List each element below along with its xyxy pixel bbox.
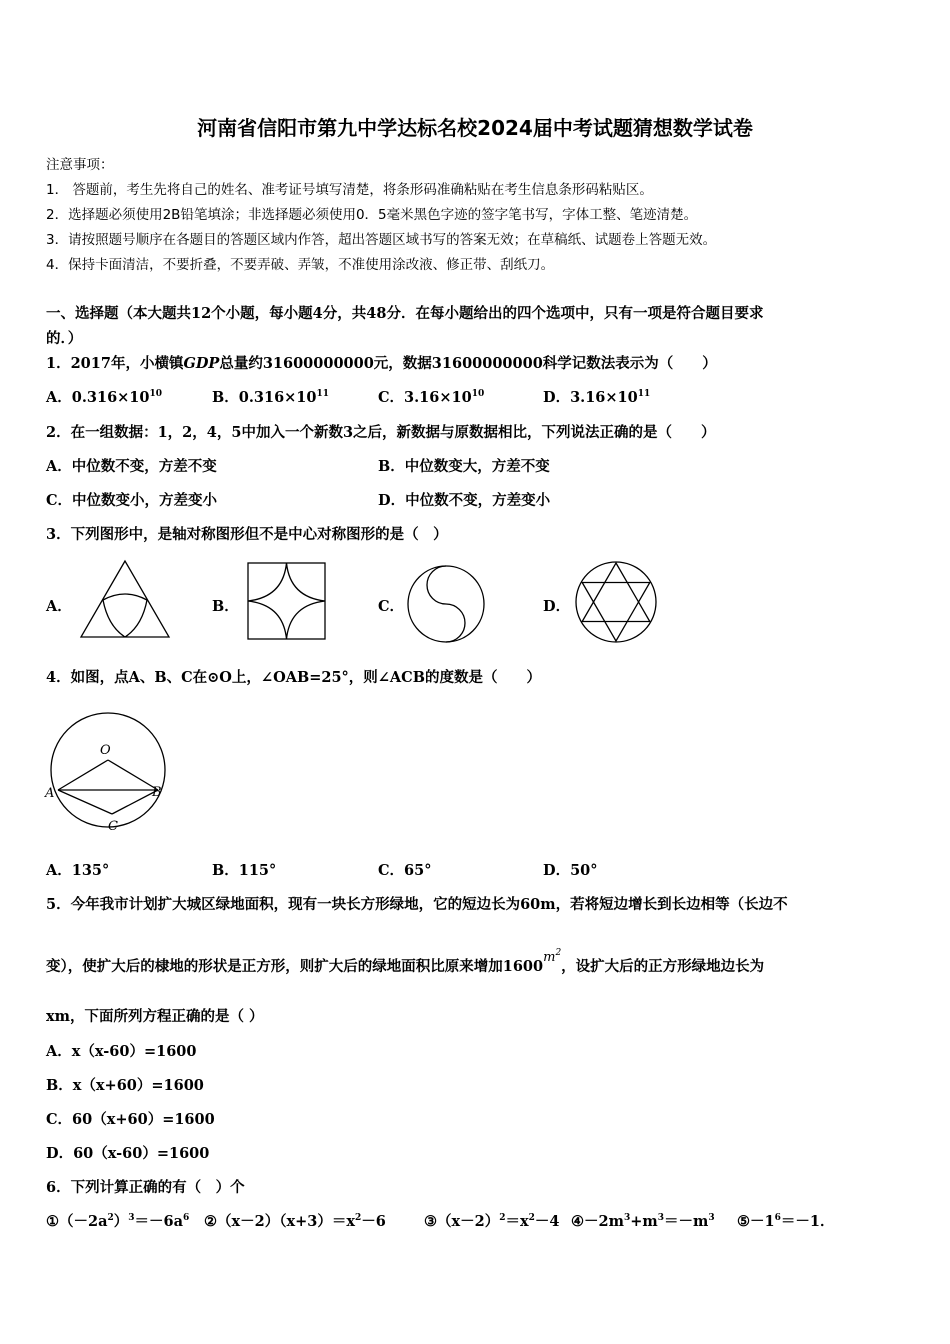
q6-expression-1[interactable]: $①(-2a^2)^3=-6a^6$ [46,1213,190,1230]
q1-option-a[interactable]: A．$0.316\times 10^{10}$ [46,389,163,406]
page-title: 河南省信阳市第九中学达标名校2024届中考试题猜想数学试卷 [197,116,753,140]
q3-stem: 3．下列图形中，是轴对称图形但不是中心对称图形的是（ ） [46,526,448,543]
q4-option-c[interactable]: C．65° [378,862,432,879]
q4-stem: 4．如图，点A、B、C在⊙O上，∠OAB=25°，则∠ACB的度数是（ ） [46,669,541,686]
q5-option-d[interactable]: D．60（x-60）=1600 [46,1145,210,1162]
point-a-label: A [45,786,55,801]
q3-option-b[interactable]: B． [212,598,239,615]
note-item: 1． 答题前，考生先将自己的姓名、准考证号填写清楚，将条形码准确粘贴在考生信息条形码粘贴区。 [46,182,653,198]
q4-option-a[interactable]: A．135° [46,862,110,879]
q3-figure-b [246,561,328,641]
notes-heading: 注意事项： [46,157,114,173]
q5-option-c[interactable]: C．60（x+60）=1600 [46,1111,215,1128]
q2-option-c[interactable]: C．中位数变小，方差变小 [46,492,218,509]
q6-expression-5[interactable]: $⑤-1^6=-1$． [737,1213,835,1230]
q5-stem-line1: 5．今年我市计划扩大城区绿地面积，现有一块长方形绿地，它的短边长为60m，若将短边增长到长边相等（长边不 [46,896,788,913]
q1-option-d[interactable]: D．$3.16\times 10^{11}$ [543,389,651,406]
q5-stem-line3: xm，下面所列方程正确的是（ ） [46,1008,264,1025]
q3-option-a[interactable]: A． [46,598,72,615]
section-heading: 一、选择题（本大题共12个小题，每小题4分，共48分．在每小题给出的四个选项中，只有一项是符合题目要求 [46,305,764,322]
q1-stem: 1．2017年，小横镇GDP总量约31600000000元，数据31600000000科学记数法表示为（ ） [46,355,717,372]
q3-figure-d [573,559,659,645]
q3-option-c[interactable]: C． [378,598,405,615]
point-o-label: O [100,743,111,758]
q1-option-b[interactable]: B．$0.316\times 10^{11}$ [212,389,330,406]
q6-expression-3[interactable]: $③(x-2)^2=x^2-4$ [424,1213,560,1230]
point-c-label: C [108,819,118,834]
note-item: 3．请按照题号顺序在各题目的答题区域内作答，超出答题区域书写的答案无效；在草稿纸、试题卷上答题无效。 [46,232,717,248]
q3-figure-c [405,563,487,645]
q2-stem: 2．在一组数据：1，2，4，5中加入一个新数3之后，新数据与原数据相比，下列说法正确的是（ ） [46,424,716,441]
q5-stem-line2: 变），使扩大后的棣地的形状是正方形，则扩大后的绿地面积比原来增加$1600m^2$，设扩大后的正方形绿地边长为 [46,948,765,975]
q5-option-a[interactable]: A．x（x-60）=1600 [46,1043,197,1060]
note-item: 2．选择题必须使用2B铅笔填涂；非选择题必须使用0．5毫米黑色字迹的签字笔书写，字体工整、笔迹清楚。 [46,207,698,223]
q4-circle-figure [44,706,170,834]
q3-option-d[interactable]: D． [543,598,571,615]
section-heading-cont: 的．） [46,330,83,347]
q3-figure-a [78,558,172,640]
q2-option-a[interactable]: A．中位数不变，方差不变 [46,458,217,475]
q2-option-b[interactable]: B．中位数变大，方差不变 [378,458,550,475]
point-b-label: B [152,785,162,800]
q6-stem: 6．下列计算正确的有（ ）个 [46,1179,245,1196]
q1-option-c[interactable]: C．$3.16\times 10^{10}$ [378,389,485,406]
q6-expression-4[interactable]: $④-2m^3+m^3=-m^3$ [571,1213,715,1230]
q4-option-b[interactable]: B．115° [212,862,277,879]
q5-option-b[interactable]: B．x（x+60）=1600 [46,1077,204,1094]
q2-option-d[interactable]: D．中位数不变，方差变小 [378,492,551,509]
q4-option-d[interactable]: D．50° [543,862,598,879]
q6-expression-2[interactable]: $②(x-2)(x+3)=x^2-6$ [204,1213,386,1230]
note-item: 4．保持卡面清洁，不要折叠，不要弄破、弄皱，不准使用涂改液、修正带、刮纸刀。 [46,257,555,273]
